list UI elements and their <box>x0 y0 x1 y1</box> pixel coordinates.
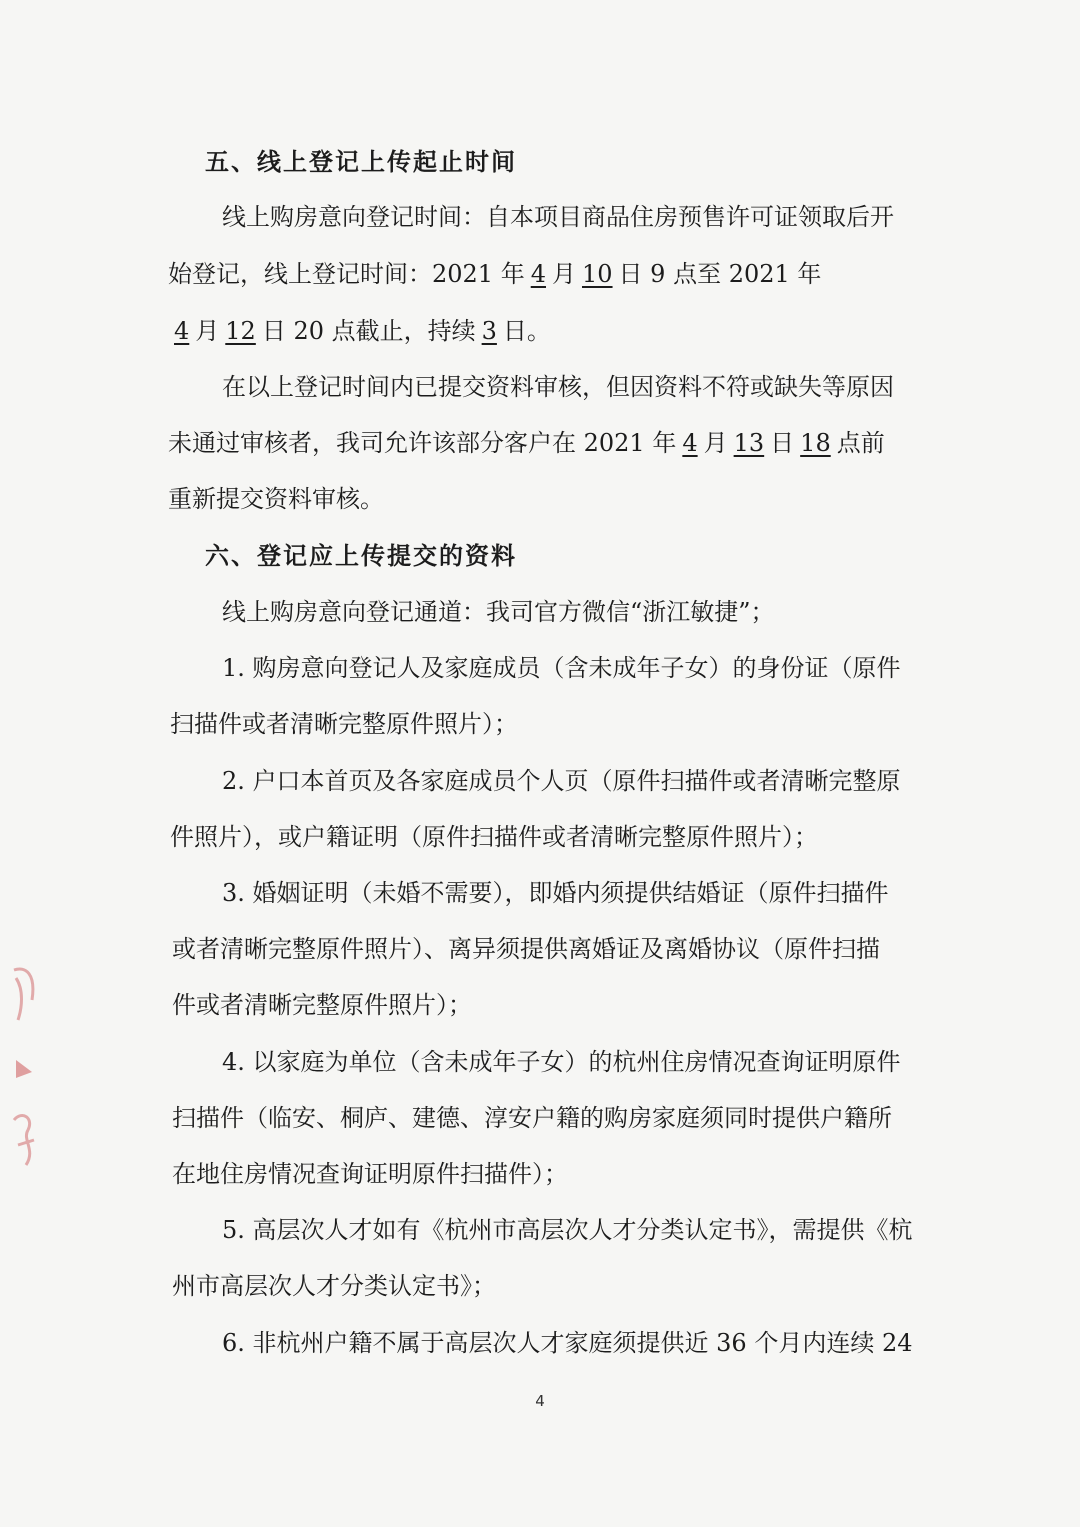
resubmit-month: 4 <box>682 429 698 457</box>
item-2-line-2: 件照片），或户籍证明（原件扫描件或者清晰完整原件照片）； <box>170 823 818 851</box>
item-3-line-1: 3. 婚姻证明（未婚不需要），即婚内须提供结婚证（原件扫描件 <box>222 879 889 907</box>
duration-days: 3 <box>481 317 497 345</box>
item-2-line-1: 2. 户口本首页及各家庭成员个人页（原件扫描件或者清晰完整原 <box>222 767 901 795</box>
end-day: 12 <box>225 317 256 345</box>
seal-stamp-fragment-icon <box>6 960 46 1190</box>
section-5-para-1-line-2: 始登记，线上登记时间：2021 年 4 月 10 日 9 点至 2021 年 <box>168 260 822 288</box>
section-6-heading: 六、登记应上传提交的资料 <box>205 541 517 570</box>
item-5-line-2: 州市高层次人才分类认定书》； <box>172 1272 496 1300</box>
item-1-line-1: 1. 购房意向登记人及家庭成员（含未成年子女）的身份证（原件 <box>222 654 901 682</box>
item-4-line-2: 扫描件（临安、桐庐、建德、淳安户籍的购房家庭须同时提供户籍所 <box>172 1104 892 1132</box>
section-5-para-2-line-1: 在以上登记时间内已提交资料审核，但因资料不符或缺失等原因 <box>222 373 894 401</box>
item-3-line-2: 或者清晰完整原件照片）、离异须提供离婚证及离婚协议（原件扫描 <box>172 935 880 963</box>
section-5-heading: 五、线上登记上传起止时间 <box>205 147 517 176</box>
start-day: 10 <box>582 260 613 288</box>
item-5-line-1: 5. 高层次人才如有《杭州市高层次人才分类认定书》，需提供《杭 <box>222 1216 913 1244</box>
section-5-para-1-line-3: 4 月 12 日 20 点截止，持续 3 日。 <box>0 311 1080 351</box>
item-6-line-1: 6. 非杭州户籍不属于高层次人才家庭须提供近 36 个月内连续 24 <box>222 1329 913 1357</box>
start-month: 4 <box>530 260 546 288</box>
section-6-intro: 线上购房意向登记通道：我司官方微信“浙江敏捷”； <box>222 598 775 626</box>
item-1-line-2: 扫描件或者清晰完整原件照片）； <box>170 710 518 738</box>
section-5-para-1-line-1: 线上购房意向登记时间：自本项目商品住房预售许可证领取后开 <box>222 203 894 231</box>
resubmit-hour: 18 <box>800 429 831 457</box>
resubmit-day: 13 <box>733 429 765 457</box>
item-3-line-3: 件或者清晰完整原件照片）； <box>172 991 472 1019</box>
page-number: 4 <box>535 1392 545 1410</box>
end-month: 4 <box>174 317 190 345</box>
item-4-line-3: 在地住房情况查询证明原件扫描件）； <box>172 1160 568 1188</box>
section-5-para-2-line-2: 未通过审核者，我司允许该部分客户在 2021 年 4 月 13 日 18 点前 <box>168 429 885 457</box>
item-4-line-1: 4. 以家庭为单位（含未成年子女）的杭州住房情况查询证明原件 <box>222 1048 901 1076</box>
section-5-para-2-line-3: 重新提交资料审核。 <box>168 485 384 513</box>
